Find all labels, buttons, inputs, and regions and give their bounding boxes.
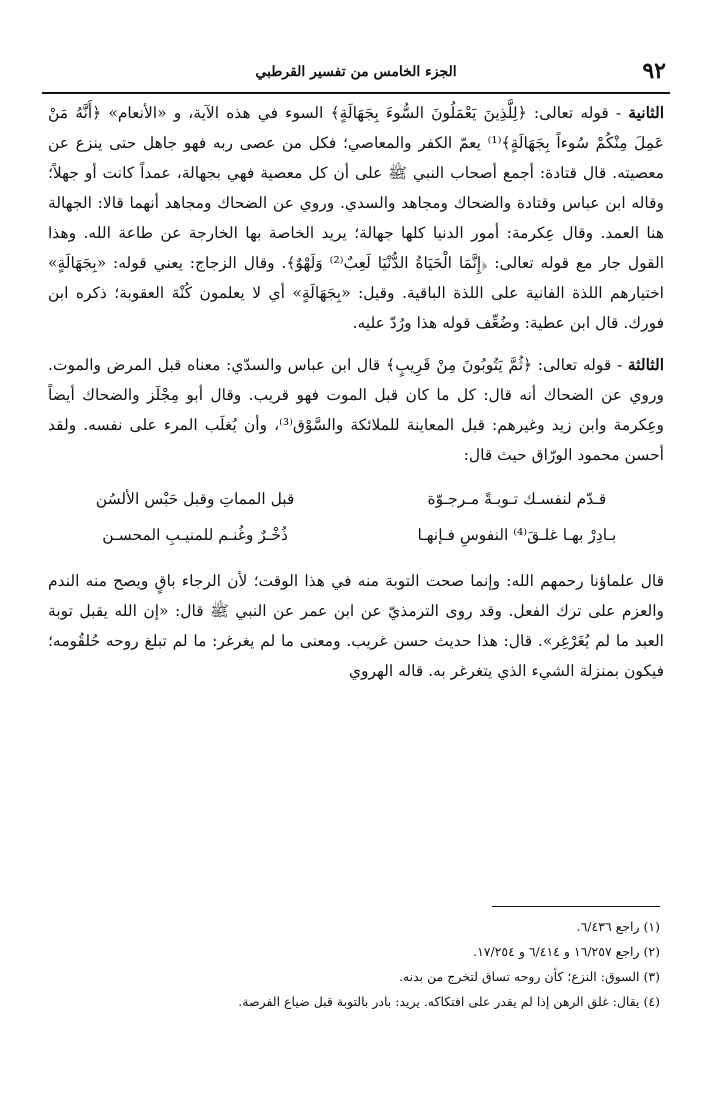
main-text <box>48 98 664 698</box>
poem-hemistich: قـدّم لنفسـك تـوبـةً مـرجـوّة <box>427 490 607 508</box>
page-header <box>42 56 670 94</box>
page-number: ٩٢ <box>642 58 666 84</box>
paragraph-closing: قال علماؤنا رحمهم الله: وإنما صحت التوبة منه في هذا الوقت؛ لأن الرجاء باقٍ ويصح منه الندم والعزم على ترك الفعل. وقد روى الترمذيّ عن ابن عمر عن النبي ﷺ قال: «إن الله يقبل توبة العبد ما لم يُغَرْغِر». قال: هذا حديث حسن غريب. ومعنى ما لم يغرغر: ما لم تبلغ روحه حُلقُومه؛ فيكون بمنزلة الشيء الذي يتغرغر به. قاله الهروي <box>48 572 664 680</box>
footnote-divider <box>492 906 660 907</box>
paragraph-text: - قوله تعالى: ﴿لِلَّذِينَ يَعْمَلُونَ السُّوءَ بِجَهَالَةٍ﴾ السوء في هذه الآية، و «الأنعام» ﴿أَنَّهُ مَنْ عَمِلَ مِنْكُمْ سُوءاً بِجَهَالَةٍ﴾⁽¹⁾ يعمّ الكفر والمعاصي؛ فكل من عصى ربه فهو جاهل حتى ينزع عن معصيته. قال قتادة: أجمع أصحاب النبي ﷺ على أن كل معصية فهي بجهالة، عمداً كانت أو جهلاً؛ وقاله ابن عباس وقتادة والضحاك ومجاهد والسدي. وروي عن الضحاك ومجاهد أنهما قالا: الجهالة هنا العمد. وقال عِكرمة: أمور الدنيا كلها جهالة؛ يريد الخاصة بها الخارجة عن طاعة الله. وهذا القول جار مع قوله تعالى: ﴿إِنَّمَا الْحَيَاةُ الدُّنْيَا لَعِبٌ⁽²⁾ وَلَهْوٌ﴾. وقال الزجاج: يعني قوله: «بِجَهَالَةٍ» اختيارهم اللذة الفانية على اللذة الباقية. وقيل: «بِجَهَالَةٍ» أي لا يعلمون كُنْهَ العقوبة؛ ذكره ابن فورك. قال ابن عطية: وضُعِّف قوله هذا ورُدّ عليه. <box>48 104 664 332</box>
poem-hemistich: بـادِرْ بهـا غلـقَ⁽⁴⁾ النفوسِ فـإنهـا <box>417 526 617 544</box>
paragraph-third <box>48 350 664 470</box>
section-lead: الثالثة <box>627 355 664 374</box>
footnote: (١) راجع ٦/٤٣٦. <box>576 919 660 934</box>
footnote: (٢) راجع ١٦/٢٥٧ و ٦/٤١٤ و ١٧/٢٥٤. <box>473 944 660 959</box>
paragraph-text: - قوله تعالى: ﴿ثُمَّ يَتُوبُونَ مِنْ قَرِيبٍ﴾ قال ابن عباس والسدّي: معناه قبل المرض والموت. وروي عن الضحاك أنه قال: كل ما كان قبل الموت فهو قريب. وقال أبو مِجْلَز والضحاك أيضاً وعِكرمة وابن زيد وغيرهم: قبل المعاينة للملائكة والسَّوْق⁽³⁾، وأن يُغلَب المرء على نفسه. ولقد أحسن محمود الورّاق حيث قال: <box>48 356 664 464</box>
running-title: الجزء الخامس من تفسير القرطبي <box>255 64 457 80</box>
footnotes <box>48 914 660 1014</box>
poem-hemistich: قبل المماتِ وقبل حَبْس الألسُن <box>95 490 295 508</box>
footnote: (٣) السوق: النزع؛ كأن روحه تساق لتخرج من بدنه. <box>398 969 660 984</box>
paragraph-second <box>48 98 664 338</box>
poem <box>58 484 654 550</box>
poem-line <box>58 520 654 550</box>
section-lead: الثانية <box>628 103 664 122</box>
poem-hemistich: ذُخْـرٌ وغُنـم للمنيـبِ المحسـن <box>102 526 288 544</box>
poem-line <box>58 484 654 514</box>
footnote: (٤) يقال: غلق الرهن إذا لم يقدر على افتكاكه. يريد: بادر بالتوبة قبل ضياع الفرصة. <box>238 994 660 1009</box>
